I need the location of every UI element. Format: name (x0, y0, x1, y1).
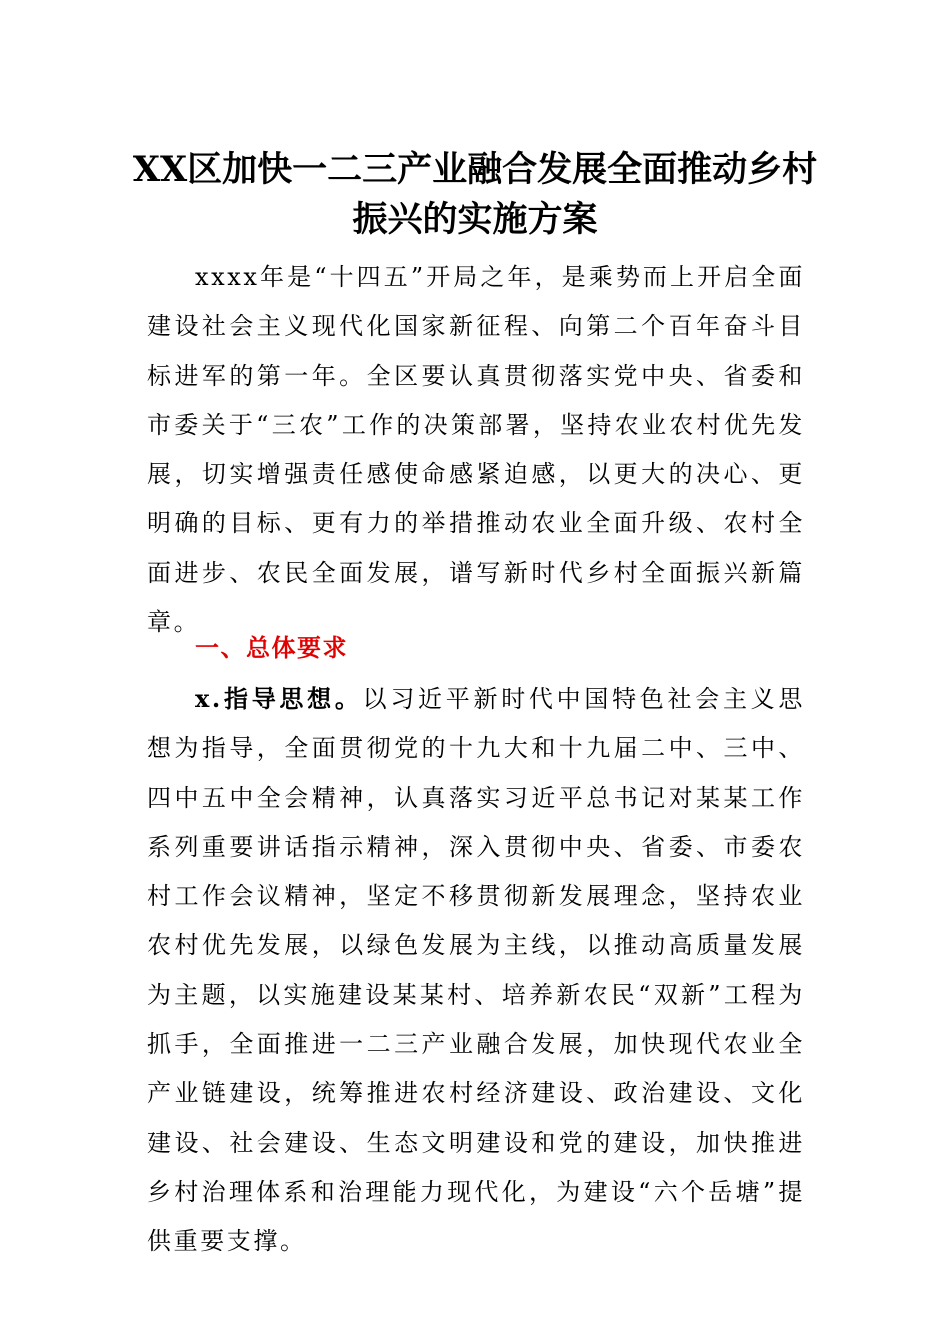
section-heading: 一、总体要求 (195, 634, 348, 662)
paragraph-text: 以习近平新时代中国特色社会主义思想为指导，全面贯彻党的十九大和十九届二中、三中、四中五中全会精神，认真落实习近平总书记对某某工作系列重要讲话指示精神，深入贯彻中央、省委、市委农村工作会议精神，坚定不移贯彻新发展理念，坚持农业农村优先发展，以绿色发展为主线，以推动高质量发展为主题，以实施建设某某村、培养新农民“双新”工程为抓手，全面推进一二三产业融合发展，加快现代农业全产业链建设，统筹推进农村经济建设、政治建设、文化建设、社会建设、生态文明建设和党的建设，加快推进乡村治理体系和治理能力现代化，为建设“六个岳塘”提供重要支撑。 (147, 685, 805, 1256)
intro-paragraph: xxxx年是“十四五”开局之年，是乘势而上开启全面建设社会主义现代化国家新征程、向第二个百年奋斗目标进军的第一年。全区要认真贯彻落实党中央、省委和市委关于“三农”工作的决策部署，坚持农业农村优先发展，切实增强责任感使命感紧迫感，以更大的决心、更明确的目标、更有力的举措推动农业全面升级、农村全面进步、农民全面发展，谱写新时代乡村全面振兴新篇章。 (147, 263, 805, 637)
guiding-thought-paragraph (147, 674, 805, 1267)
paragraph-lead: x.指导思想。 (195, 684, 363, 713)
document-title: XX区加快一二三产业融合发展全面推动乡村振兴的实施方案 (132, 149, 818, 240)
